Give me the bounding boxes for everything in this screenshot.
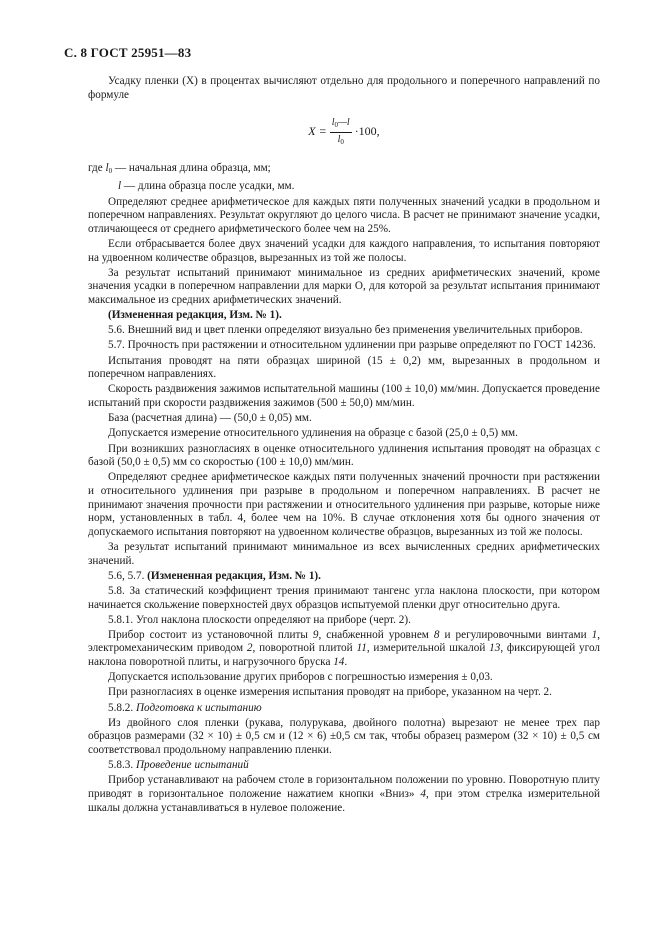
paragraph: За результат испытаний принимают минимальное из средних арифметических значений, кроме значения усадки в поперечном направлении для марки О, для которой за результат испытания принимают максимальное из средних арифметических значений.: [88, 266, 600, 306]
text-run: и регулировочными винтами: [439, 628, 592, 641]
text-run: , снабженной уровнем: [318, 628, 434, 641]
paragraph: При разногласиях в оценке измерения испытания проводят на приборе, указанном на черт. 2.: [108, 686, 552, 699]
ref-number: 1: [591, 628, 598, 641]
paragraph: Определяют среднее арифметическое для каждых пяти полученных значений усадки в продольном и поперечном направлениях. Результат округляют до целого числа. В расчет не принимают значение усадки, отличающееся от среднего арифметического более чем на 25%.: [88, 195, 600, 235]
clause-5-7: 5.7. Прочность при растяжении и относительном удлинении при разрыве определяют по ГОСТ 14236.: [108, 339, 596, 352]
formula-fraction: [330, 116, 352, 149]
where-l-symbol: l: [118, 180, 122, 193]
clause-title: Подготовка к испытанию: [135, 701, 262, 714]
where-l0: [88, 162, 600, 179]
paragraph: За результат испытаний принимают минимальное из всех вычисленных средних арифметических значений.: [88, 540, 600, 567]
device-description: [88, 629, 600, 670]
ref-number: 8: [433, 628, 440, 641]
paragraph: Из двойного слоя пленки (рукава, полурукава, двойного полотна) вырезают не менее трех пар образцов размерами (32 × 10) ± 0,5 см и (12 × 6) ±0,5 см так, чтобы образец размером (32 × 10) ± 0,5 см соответствовал продольному направлению пленки.: [88, 716, 600, 756]
paragraph: Допускается измерение относительного удлинения на образце с базой (25,0 ± 0,5) мм.: [108, 427, 518, 440]
paragraph: Испытания проводят на пяти образцах шириной (15 ± 0,2) мм, вырезанных в продольном и поперечном направлениях.: [88, 354, 600, 381]
text-run: , при этом стрелка измерительной шкалы должна устанавливаться в нулевое положение.: [88, 787, 600, 814]
ref-number: 11: [356, 642, 367, 655]
where-l: [88, 180, 600, 194]
where-l-text: — длина образца после усадки, мм.: [121, 180, 295, 193]
where-l0-text: — начальная длина образца, мм;: [112, 162, 271, 175]
text-run: , фиксирующей угол наклона поворотной плиты, и нагрузочного бруска: [88, 642, 600, 669]
formula-den-sub: 0: [340, 137, 344, 146]
shrinkage-formula: [88, 114, 600, 150]
text-run: Прибор состоит из установочной плиты: [108, 628, 313, 641]
formula-num-b: —l: [338, 116, 350, 128]
edit-note: (Измененная редакция, Изм. № 1).: [108, 309, 282, 322]
paragraph: При возникших разногласиях в оценке относительного удлинения испытания проводят на образцах с базой (50,0 ± 0,5) мм со скоростью (100 ± 10,0) мм/мин.: [88, 442, 600, 469]
clause-5-8-2: [88, 702, 600, 716]
ref-number: 14: [333, 656, 345, 669]
formula-tail: ·100,: [354, 124, 380, 139]
ref-number: 2: [246, 642, 253, 655]
text-run: .: [344, 656, 348, 669]
ref-number: 9: [312, 628, 319, 641]
clause-title: Проведение испытаний: [135, 759, 249, 772]
clause-number: 5.8.2.: [108, 701, 134, 714]
clause-5-8-1: 5.8.1. Угол наклона плоскости определяют на приборе (черт. 2).: [108, 613, 411, 626]
formula-num-a: l: [331, 116, 335, 128]
edit-note-2-text: (Измененная редакция, Изм. № 1).: [147, 569, 321, 582]
clause-5-8-3: [88, 759, 600, 773]
clause-5-8: 5.8. За статический коэффициент трения принимают тангенс угла наклона плоскости, при котором начинается скольжение поверхностей двух образцов испытуемой пленки друг относительно друга.: [88, 584, 600, 611]
text-run: , поворотной плитой: [252, 642, 357, 655]
text-run: , измерительной шкалой: [366, 642, 490, 655]
ref-number: 4: [420, 787, 426, 800]
page-header: С. 8 ГОСТ 25951—83: [64, 45, 192, 60]
where-l0-sub: 0: [108, 167, 113, 176]
paragraph: Если отбрасывается более двух значений усадки для каждого направления, то испытания повторяют на удвоенном количестве образцов, вырезанных из той же полосы.: [88, 237, 600, 264]
paragraph: Допускается использование других приборов с погрешностью измерения ± 0,03.: [108, 671, 493, 684]
intro-paragraph: Усадку пленки (X) в процентах вычисляют отдельно для продольного и поперечного направлений по формуле: [88, 75, 600, 101]
paragraph: Скорость раздвижения зажимов испытательной машины (100 ± 10,0) мм/мин. Допускается проведение испытаний при скорости раздвижения зажимов (500 ± 50,0) мм/мин.: [88, 383, 600, 410]
text-run: Прибор устанавливают на рабочем столе в горизонтальном положении по уровню. Поворотную плиту приводят в горизонтальное положение нажатием кнопки «Вниз»: [88, 774, 600, 800]
clause-number: 5.8.3.: [108, 759, 134, 772]
where-l0-symbol: l: [105, 162, 109, 175]
text-run: , электромеханическим приводом: [88, 628, 600, 655]
paragraph: База (расчетная длина) — (50,0 ± 0,05) мм.: [108, 412, 312, 425]
formula-lhs: X =: [308, 124, 327, 139]
ref-number: 13: [489, 642, 501, 655]
clause-5-6: 5.6. Внешний вид и цвет пленки определяют визуально без применения увеличительных приборов.: [108, 324, 583, 337]
paragraph: Определяют среднее арифметическое каждых пяти полученных значений прочности при растяжении и относительного удлинения при разрыве в продольном и поперечном направлениях. В расчет не принимают значения прочности при растяжении и относительного удлинения при разрыве, которые ниже норм, установленных в табл. 4, более чем на 10%. В случае отклонения хотя бы одного значения от допускаемого испытания повторяют на удвоенном количестве образцов, вырезанных из той же полосы.: [88, 471, 600, 538]
formula-num-a-sub: 0: [334, 120, 339, 129]
document-body: [88, 75, 600, 817]
formula-den: l: [337, 133, 341, 145]
edit-note-2-lead: 5.6, 5.7.: [108, 569, 145, 582]
where-lead: где: [88, 162, 103, 175]
test-procedure: [88, 774, 600, 815]
edit-note-2: [88, 570, 600, 584]
